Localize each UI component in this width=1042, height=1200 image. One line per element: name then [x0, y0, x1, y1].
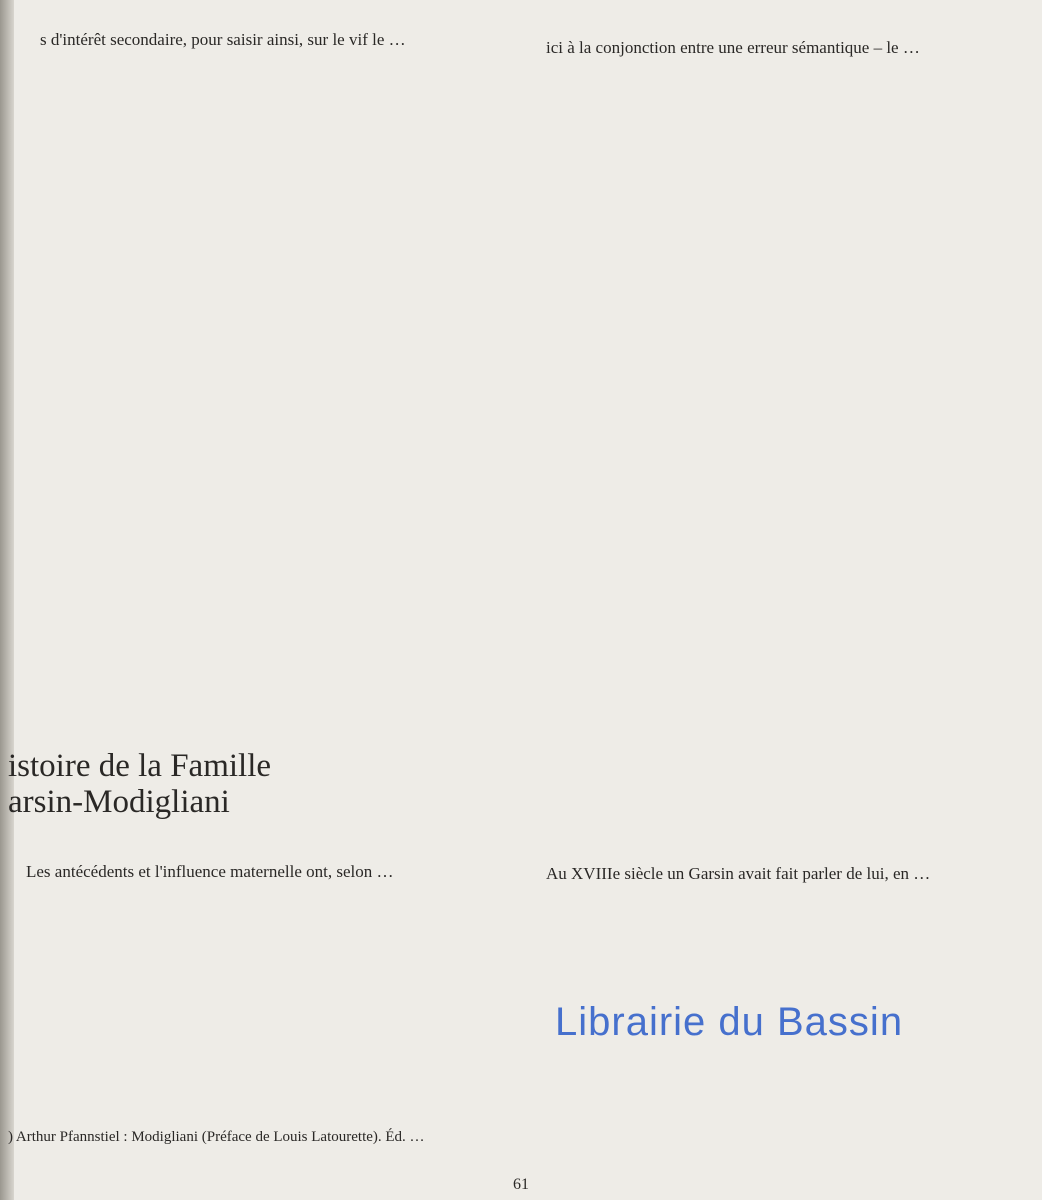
paragraph: ici à la conjonction entre une erreur sémantique – le … [546, 38, 920, 57]
text-column-bottom-right [528, 864, 992, 884]
page-number: 61 [513, 1176, 529, 1193]
section-heading [8, 748, 271, 820]
paragraph: s d'intérêt secondaire, pour saisir ainsi, sur le vif le … [40, 30, 406, 49]
footnote: ) Arthur Pfannstiel : Modigliani (Préface de Louis Latourette). Éd. … [8, 1129, 425, 1145]
page-gutter-shadow [0, 0, 14, 1200]
text-column-bottom-left [8, 862, 448, 882]
watermark: Librairie du Bassin [555, 1000, 904, 1044]
heading-line: istoire de la Famille [8, 748, 272, 784]
paragraph: Au XVIIIe siècle un Garsin avait fait parler de lui, en … [546, 864, 931, 883]
text-column-top-left [22, 30, 456, 50]
paragraph: Les antécédents et l'influence maternelle ont, selon … [26, 862, 394, 881]
text-column-top-right [528, 38, 992, 58]
heading-line: arsin-Modigliani [8, 784, 230, 820]
